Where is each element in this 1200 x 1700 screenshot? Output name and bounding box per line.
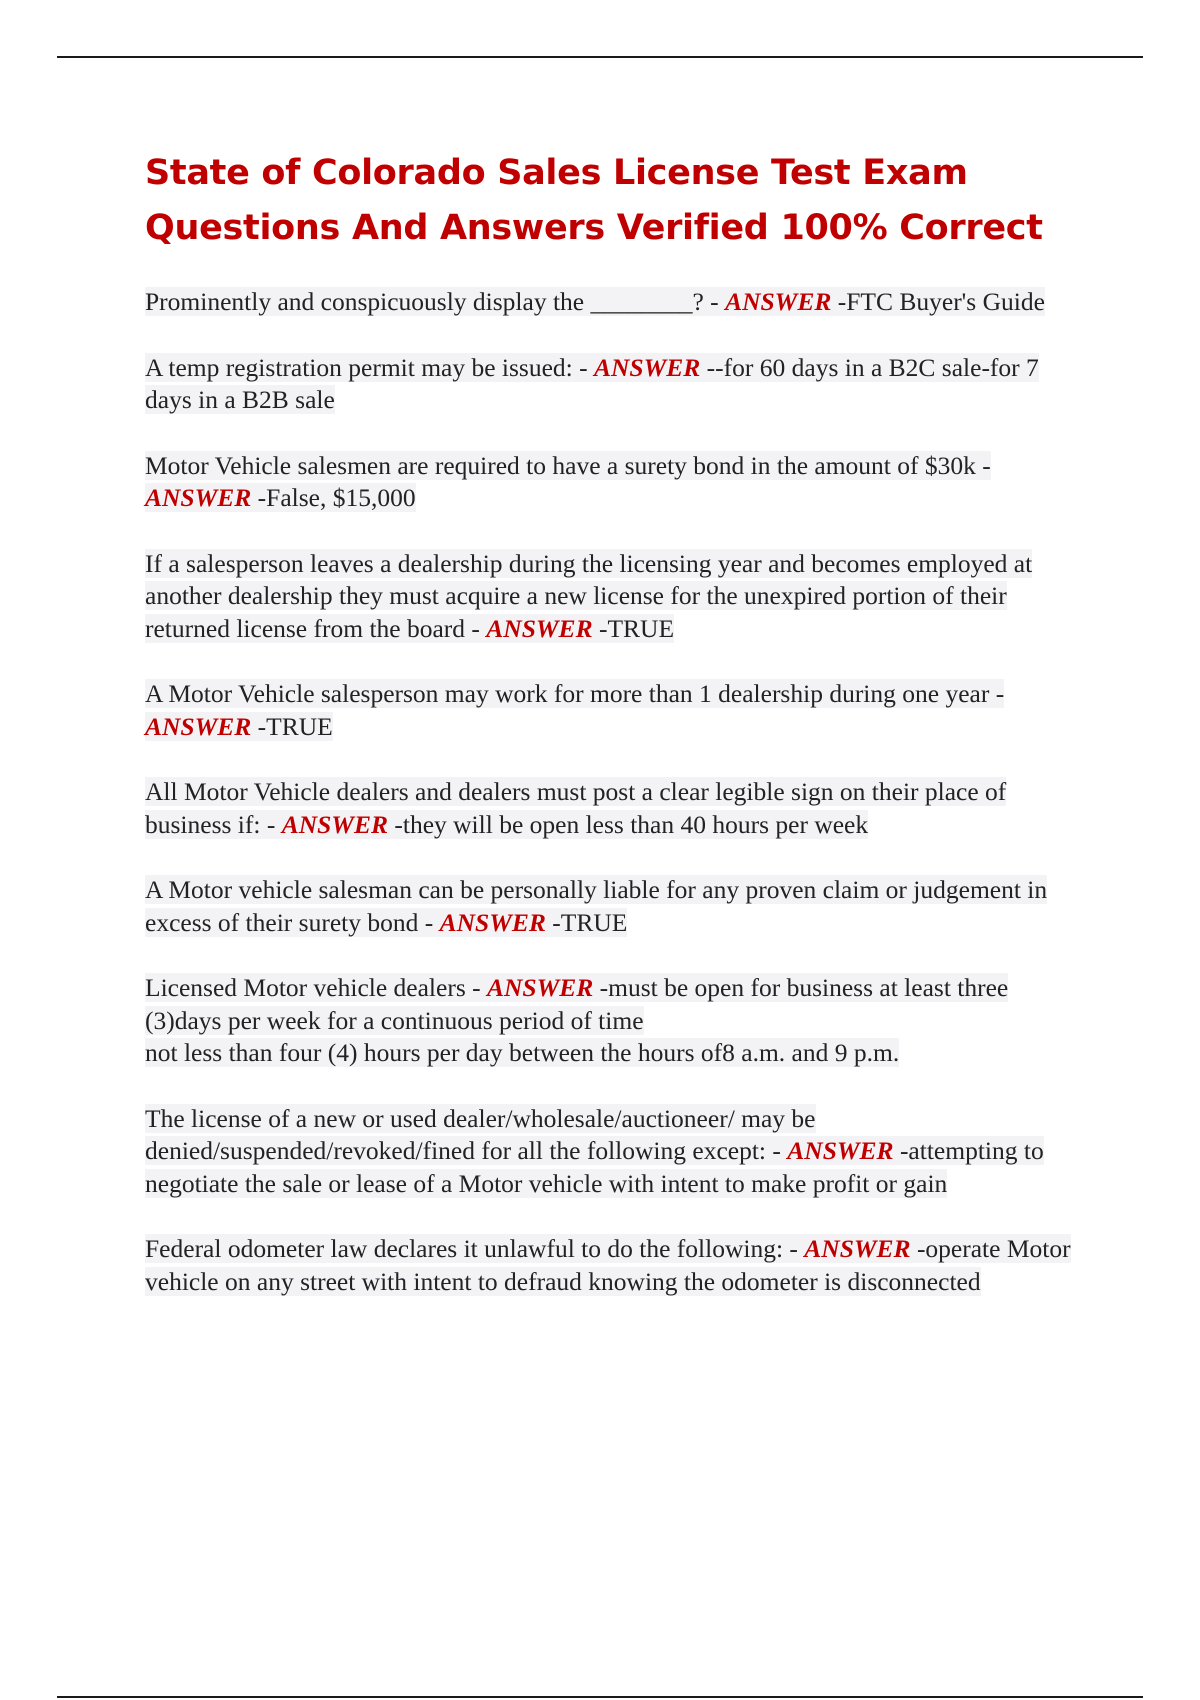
answer-label: ANSWER xyxy=(281,809,388,839)
answer-text: -TRUE xyxy=(251,711,333,741)
question-text: Prominently and conspicuously display the ________? - xyxy=(145,287,726,316)
question-text: A Motor vehicle salesman can be personally liable for any proven claim or judgement in excess of their surety bond - xyxy=(145,875,1048,937)
answer-text: -attempting to negotiate the sale or lease of a Motor vehicle with intent to make profit or gain xyxy=(145,1136,1044,1198)
qa-item-4 xyxy=(145,548,1085,646)
question-text: Federal odometer law declares it unlawful to do the following: - xyxy=(145,1234,805,1263)
title-line-2: Questions And Answers Verified 100% Correct xyxy=(145,208,1043,248)
qa-item-10 xyxy=(145,1233,1085,1298)
answer-label: ANSWER xyxy=(486,613,593,643)
answer-label: ANSWER xyxy=(725,287,832,316)
qa-list xyxy=(145,286,1085,1331)
qa-item-3 xyxy=(145,450,1085,515)
answer-label: ANSWER xyxy=(439,907,546,937)
answer-text: -must be open for business at least three (3)days per week for a continuous period of time xyxy=(145,973,1009,1035)
answer-text: -TRUE xyxy=(592,613,675,643)
question-text: If a salesperson leaves a dealership during the licensing year and becomes employed at another dealership they must acquire a new license for the unexpired portion of their returned license from the board - xyxy=(145,548,1033,643)
answer-label: ANSWER xyxy=(145,483,252,512)
qa-item-7 xyxy=(145,874,1085,939)
question-text: A temp registration permit may be issued: - xyxy=(145,352,594,382)
header-rule xyxy=(57,56,1143,58)
qa-item-5 xyxy=(145,678,1085,743)
answer-continuation: not less than four (4) hours per day between the hours of8 a.m. and 9 p.m. xyxy=(145,1038,900,1067)
qa-item-1 xyxy=(145,286,1085,319)
answer-label: ANSWER xyxy=(145,711,252,741)
question-text: Licensed Motor vehicle dealers - xyxy=(145,973,487,1002)
answer-label: ANSWER xyxy=(594,352,701,382)
answer-label: ANSWER xyxy=(804,1234,911,1263)
answer-text: -operate Motor vehicle on any street with intent to defraud knowing the odometer is disconnected xyxy=(145,1234,1071,1296)
answer-text: -TRUE xyxy=(545,907,628,937)
answer-text: --for 60 days in a B2C sale-for 7 days in a B2B sale xyxy=(145,352,1039,414)
answer-text: -FTC Buyer's Guide xyxy=(831,287,1045,316)
qa-item-8 xyxy=(145,972,1085,1070)
question-text: All Motor Vehicle dealers and dealers must post a clear legible sign on their place of business if: - xyxy=(145,777,1007,839)
answer-text: -False, $15,000 xyxy=(251,483,416,512)
answer-text: -they will be open less than 40 hours per week xyxy=(388,809,869,839)
question-text: The license of a new or used dealer/wholesale/auctioneer/ may be denied/suspended/revoked/fined for all the following except: - xyxy=(145,1103,816,1165)
title-line-1: State of Colorado Sales License Test Exam xyxy=(145,153,968,193)
answer-label: ANSWER xyxy=(486,973,594,1002)
footer-rule xyxy=(57,1696,1143,1698)
answer-label: ANSWER xyxy=(787,1136,894,1165)
question-text: Motor Vehicle salesmen are required to have a surety bond in the amount of $30k - xyxy=(145,450,991,480)
document-title xyxy=(145,146,1085,256)
qa-item-2 xyxy=(145,352,1085,417)
qa-item-6 xyxy=(145,776,1085,841)
qa-item-9 xyxy=(145,1103,1085,1201)
question-text: A Motor Vehicle salesperson may work for more than 1 dealership during one year - xyxy=(145,679,1005,708)
